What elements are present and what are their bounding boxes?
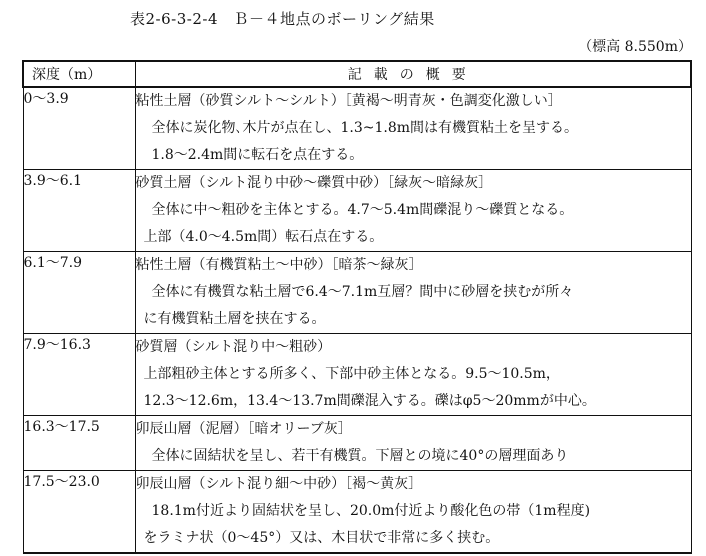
table-caption: 表2-6-3-2-4 Ｂ－４地点のボーリング結果 <box>130 10 435 28</box>
elevation-note: （標高 8.550m） <box>578 39 692 55</box>
layer-description: 全体に炭化物､木片が点在し、1.3~1.8m間は有機質粘土を呈する。 <box>151 120 579 136</box>
layer-description: 全体に固結状を呈し、若干有機質。下層との境に40°の層理面あり <box>151 448 569 464</box>
summary-cell <box>135 252 691 334</box>
depth-cell: 0～3.9 <box>23 87 135 170</box>
summary-cell <box>135 87 691 170</box>
layer-description: 上部（4.0～4.5m間）転石点在する。 <box>143 229 384 245</box>
table-row <box>23 471 691 554</box>
depth-cell: 17.5～23.0 <box>23 471 135 554</box>
table-row <box>23 416 691 471</box>
layer-name: 砂質層（シルト混り中～粗砂） <box>135 339 332 355</box>
layer-description: をラミナ状（0～45°）又は、木目状で非常に多く挟む。 <box>143 530 500 546</box>
layer-name: 粘性土層（有機質粘土～中砂）［暗茶～緑灰］ <box>135 257 423 273</box>
depth-cell: 7.9～16.3 <box>23 334 135 416</box>
table-row <box>23 334 691 416</box>
summary-cell <box>135 170 691 252</box>
table-row <box>23 87 691 170</box>
boring-results-table <box>22 60 692 554</box>
depth-column-header: 深度（m） <box>23 61 135 87</box>
layer-description: 1.8～2.4m間に転石を点在する。 <box>151 147 364 163</box>
layer-description: に有機質粘土層を挟在する。 <box>143 311 326 327</box>
summary-cell <box>135 471 691 554</box>
layer-name: 砂質土層（シルト混り中砂～礫質中砂）［緑灰～暗緑灰］ <box>135 175 493 191</box>
layer-name: 卯辰山層（シルト混り細～中砂）［褐～黄灰］ <box>135 476 423 492</box>
layer-description: 全体に有機質な粘土層で6.4～7.1m互層？間中に砂層を挟むが所々 <box>151 284 574 300</box>
summary-cell <box>135 334 691 416</box>
summary-cell <box>135 416 691 471</box>
table-row <box>23 252 691 334</box>
depth-cell: 6.1～7.9 <box>23 252 135 334</box>
table-header-row <box>23 61 691 87</box>
summary-column-header: 記載の概要 <box>135 61 691 87</box>
layer-name: 粘性土層（砂質シルト～シルト）［黄褐～明青灰・色調変化激しい］ <box>135 93 562 109</box>
depth-cell: 16.3～17.5 <box>23 416 135 471</box>
layer-description: 上部粗砂主体とする所多く、下部中砂主体となる。9.5～10.5m， <box>143 366 560 382</box>
layer-description: 全体に中～粗砂を主体とする。4.7～5.4m間礫混り～礫質となる。 <box>151 202 574 218</box>
layer-name: 卯辰山層（泥層）［暗オリーブ灰］ <box>135 421 352 437</box>
table-row <box>23 170 691 252</box>
depth-cell: 3.9～6.1 <box>23 170 135 252</box>
layer-description: 18.1m付近より固結状を呈し、20.0m付近より酸化色の帯（1m程度) <box>151 503 591 519</box>
layer-description: 12.3～12.6m，13.4～13.7m間礫混入する。礫はφ5～20mmが中心。 <box>143 393 596 409</box>
